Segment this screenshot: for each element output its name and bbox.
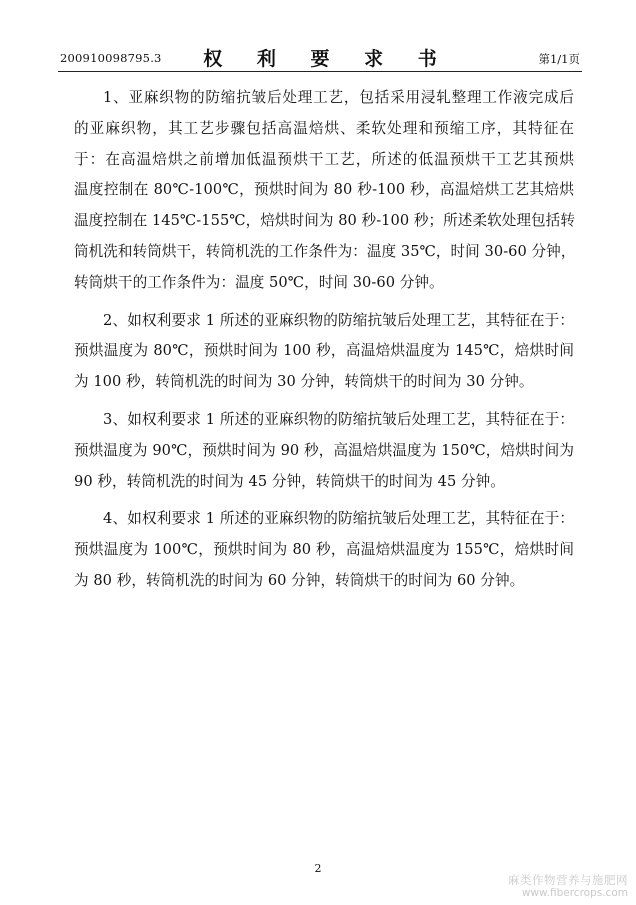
page-header xyxy=(58,44,582,70)
claim-line: 于：在高温焙烘之前增加低温预烘干工艺，所述的低温预烘干工艺其预烘 xyxy=(74,150,574,168)
claim-line: 为 80 秒，转筒机洗的时间为 60 分钟，转筒烘干的时间为 60 分钟。 xyxy=(74,571,525,589)
page-count: 第1/1页 xyxy=(538,52,580,66)
page-number: 2 xyxy=(314,862,322,875)
claim-line: 转筒烘干的工作条件为：温度 50℃，时间 30-60 分钟。 xyxy=(74,273,444,291)
claim-4 xyxy=(74,504,574,596)
claim-line: 筒机洗和转筒烘干，转筒机洗的工作条件为：温度 35℃，时间 30-60 分钟， xyxy=(74,242,576,260)
claim-line: 预烘温度为 100℃，预烘时间为 80 秒，高温焙烘温度为 155℃，焙烘时间 xyxy=(74,541,574,559)
header-rule xyxy=(58,71,582,72)
claim-line: 4、如权利要求 1 所述的亚麻织物的防缩抗皱后处理工艺，其特征在于： xyxy=(103,510,574,528)
claim-1 xyxy=(74,83,574,299)
claim-3 xyxy=(74,405,574,497)
claim-line: 90 秒，转筒机洗的时间为 45 分钟，转筒烘干的时间为 45 分钟。 xyxy=(74,472,505,490)
claim-line: 的亚麻织物，其工艺步骤包括高温焙烘、柔软处理和预缩工序，其特征在 xyxy=(74,119,574,137)
document-title: 权 利 要 求 书 xyxy=(203,48,451,70)
claim-line: 1、亚麻织物的防缩抗皱后处理工艺，包括采用浸轧整理工作液完成后 xyxy=(103,89,574,106)
claim-line: 预烘温度为 90℃，预烘时间为 90 秒，高温焙烘温度为 150℃，焙烘时间为 xyxy=(74,441,574,459)
watermark-url: www.fibercrops.com xyxy=(521,887,628,899)
claim-line: 2、如权利要求 1 所述的亚麻织物的防缩抗皱后处理工艺，其特征在于： xyxy=(103,311,574,329)
site-watermark xyxy=(508,874,628,900)
application-number: 200910098795.3 xyxy=(60,51,162,65)
claim-line: 温度控制在 80℃-100℃，预烘时间为 80 秒-100 秒，高温焙烘工艺其焙烘 xyxy=(74,181,574,199)
claim-line: 预烘温度为 80℃，预烘时间为 100 秒，高温焙烘温度为 145℃，焙烘时间 xyxy=(74,342,574,360)
claim-2 xyxy=(74,306,574,398)
claim-line: 温度控制在 145℃-155℃，焙烘时间为 80 秒-100 秒；所述柔软处理包括转 xyxy=(74,212,575,230)
claim-line: 为 100 秒，转筒机洗的时间为 30 分钟，转筒烘干的时间为 30 分钟。 xyxy=(74,373,534,391)
claim-line: 3、如权利要求 1 所述的亚麻织物的防缩抗皱后处理工艺，其特征在于： xyxy=(103,410,574,428)
claims-body xyxy=(74,83,574,604)
watermark-text: 麻类作物营养与施肥网 xyxy=(508,873,628,887)
